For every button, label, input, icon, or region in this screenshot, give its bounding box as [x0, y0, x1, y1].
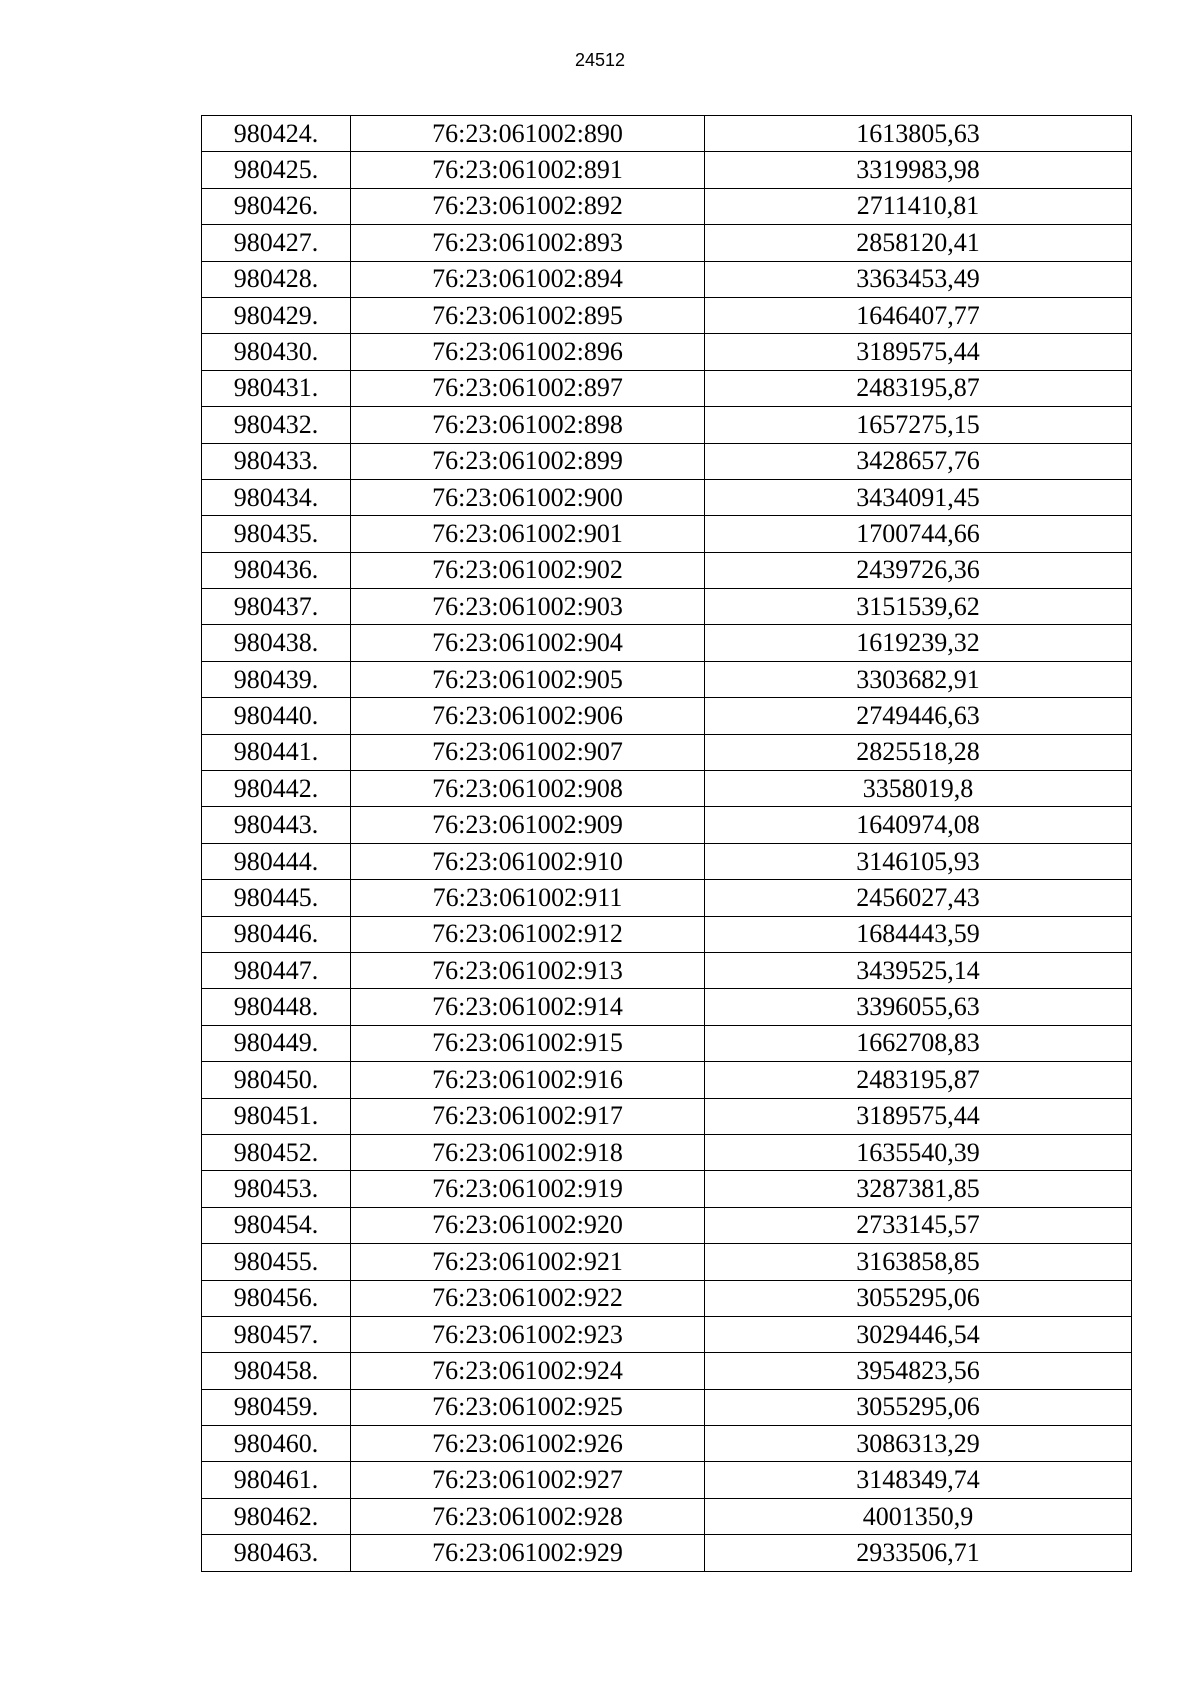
cadastral-number-cell: 76:23:061002:900	[351, 479, 705, 515]
cadastral-number-cell: 76:23:061002:896	[351, 334, 705, 370]
row-number-cell: 980434.	[202, 479, 351, 515]
row-number-cell: 980432.	[202, 407, 351, 443]
row-number-cell: 980450.	[202, 1062, 351, 1098]
table-row	[202, 152, 1132, 188]
value-cell: 4001350,9	[705, 1498, 1132, 1534]
table-row	[202, 188, 1132, 224]
table-row	[202, 261, 1132, 297]
table-row	[202, 1498, 1132, 1534]
row-number-cell: 980460.	[202, 1426, 351, 1462]
value-cell: 3148349,74	[705, 1462, 1132, 1498]
table-row	[202, 552, 1132, 588]
row-number-cell: 980435.	[202, 516, 351, 552]
row-number-cell: 980457.	[202, 1316, 351, 1352]
value-cell: 2439726,36	[705, 552, 1132, 588]
cadastral-number-cell: 76:23:061002:901	[351, 516, 705, 552]
cadastral-number-cell: 76:23:061002:929	[351, 1535, 705, 1571]
table-row	[202, 225, 1132, 261]
row-number-cell: 980439.	[202, 661, 351, 697]
table-row	[202, 443, 1132, 479]
row-number-cell: 980442.	[202, 771, 351, 807]
row-number-cell: 980436.	[202, 552, 351, 588]
cadastral-number-cell: 76:23:061002:922	[351, 1280, 705, 1316]
cadastral-number-cell: 76:23:061002:918	[351, 1134, 705, 1170]
value-cell: 1657275,15	[705, 407, 1132, 443]
table-row	[202, 1426, 1132, 1462]
value-cell: 3086313,29	[705, 1426, 1132, 1462]
row-number-cell: 980445.	[202, 880, 351, 916]
value-cell: 2825518,28	[705, 734, 1132, 770]
value-cell: 1700744,66	[705, 516, 1132, 552]
value-cell: 2711410,81	[705, 188, 1132, 224]
table-row	[202, 1462, 1132, 1498]
cadastral-number-cell: 76:23:061002:899	[351, 443, 705, 479]
value-cell: 1635540,39	[705, 1134, 1132, 1170]
cadastral-number-cell: 76:23:061002:905	[351, 661, 705, 697]
table-row	[202, 843, 1132, 879]
registry-table	[201, 115, 1132, 1572]
value-cell: 3055295,06	[705, 1389, 1132, 1425]
table-row	[202, 880, 1132, 916]
row-number-cell: 980425.	[202, 152, 351, 188]
value-cell: 3439525,14	[705, 952, 1132, 988]
table-row	[202, 698, 1132, 734]
table-row	[202, 1280, 1132, 1316]
table-row	[202, 807, 1132, 843]
cadastral-number-cell: 76:23:061002:913	[351, 952, 705, 988]
row-number-cell: 980438.	[202, 625, 351, 661]
row-number-cell: 980433.	[202, 443, 351, 479]
cadastral-number-cell: 76:23:061002:907	[351, 734, 705, 770]
row-number-cell: 980437.	[202, 589, 351, 625]
cadastral-number-cell: 76:23:061002:912	[351, 916, 705, 952]
row-number-cell: 980456.	[202, 1280, 351, 1316]
cadastral-number-cell: 76:23:061002:902	[351, 552, 705, 588]
cadastral-number-cell: 76:23:061002:926	[351, 1426, 705, 1462]
row-number-cell: 980441.	[202, 734, 351, 770]
table-row	[202, 989, 1132, 1025]
row-number-cell: 980444.	[202, 843, 351, 879]
cadastral-number-cell: 76:23:061002:906	[351, 698, 705, 734]
table-row	[202, 407, 1132, 443]
value-cell: 2733145,57	[705, 1207, 1132, 1243]
table-row	[202, 1062, 1132, 1098]
row-number-cell: 980448.	[202, 989, 351, 1025]
row-number-cell: 980431.	[202, 370, 351, 406]
cadastral-number-cell: 76:23:061002:892	[351, 188, 705, 224]
cadastral-number-cell: 76:23:061002:928	[351, 1498, 705, 1534]
row-number-cell: 980459.	[202, 1389, 351, 1425]
value-cell: 2933506,71	[705, 1535, 1132, 1571]
table-row	[202, 1244, 1132, 1280]
table-row	[202, 1535, 1132, 1571]
table-row	[202, 516, 1132, 552]
cadastral-number-cell: 76:23:061002:908	[351, 771, 705, 807]
value-cell: 1640974,08	[705, 807, 1132, 843]
cadastral-number-cell: 76:23:061002:920	[351, 1207, 705, 1243]
cadastral-number-cell: 76:23:061002:890	[351, 116, 705, 152]
table-row	[202, 734, 1132, 770]
row-number-cell: 980424.	[202, 116, 351, 152]
row-number-cell: 980454.	[202, 1207, 351, 1243]
table-row	[202, 916, 1132, 952]
table-row	[202, 1171, 1132, 1207]
value-cell: 3151539,62	[705, 589, 1132, 625]
value-cell: 3287381,85	[705, 1171, 1132, 1207]
cadastral-number-cell: 76:23:061002:904	[351, 625, 705, 661]
table-row	[202, 1389, 1132, 1425]
row-number-cell: 980461.	[202, 1462, 351, 1498]
table-row	[202, 952, 1132, 988]
cadastral-number-cell: 76:23:061002:914	[351, 989, 705, 1025]
row-number-cell: 980449.	[202, 1025, 351, 1061]
table-row	[202, 116, 1132, 152]
cadastral-number-cell: 76:23:061002:903	[351, 589, 705, 625]
cadastral-number-cell: 76:23:061002:891	[351, 152, 705, 188]
cadastral-number-cell: 76:23:061002:895	[351, 297, 705, 333]
cadastral-number-cell: 76:23:061002:919	[351, 1171, 705, 1207]
table-row	[202, 1025, 1132, 1061]
value-cell: 2749446,63	[705, 698, 1132, 734]
cadastral-number-cell: 76:23:061002:897	[351, 370, 705, 406]
row-number-cell: 980446.	[202, 916, 351, 952]
cadastral-number-cell: 76:23:061002:915	[351, 1025, 705, 1061]
value-cell: 1684443,59	[705, 916, 1132, 952]
row-number-cell: 980430.	[202, 334, 351, 370]
row-number-cell: 980440.	[202, 698, 351, 734]
row-number-cell: 980447.	[202, 952, 351, 988]
value-cell: 2456027,43	[705, 880, 1132, 916]
value-cell: 3363453,49	[705, 261, 1132, 297]
cadastral-number-cell: 76:23:061002:898	[351, 407, 705, 443]
table-row	[202, 1207, 1132, 1243]
row-number-cell: 980453.	[202, 1171, 351, 1207]
cadastral-number-cell: 76:23:061002:923	[351, 1316, 705, 1352]
value-cell: 3428657,76	[705, 443, 1132, 479]
cadastral-number-cell: 76:23:061002:893	[351, 225, 705, 261]
table-row	[202, 771, 1132, 807]
value-cell: 3189575,44	[705, 334, 1132, 370]
cadastral-number-cell: 76:23:061002:910	[351, 843, 705, 879]
cadastral-number-cell: 76:23:061002:916	[351, 1062, 705, 1098]
value-cell: 3163858,85	[705, 1244, 1132, 1280]
value-cell: 1619239,32	[705, 625, 1132, 661]
value-cell: 2483195,87	[705, 370, 1132, 406]
registry-table-body	[202, 116, 1132, 1572]
table-row	[202, 1353, 1132, 1389]
cadastral-number-cell: 76:23:061002:894	[351, 261, 705, 297]
row-number-cell: 980462.	[202, 1498, 351, 1534]
row-number-cell: 980427.	[202, 225, 351, 261]
table-row	[202, 370, 1132, 406]
row-number-cell: 980428.	[202, 261, 351, 297]
value-cell: 2483195,87	[705, 1062, 1132, 1098]
cadastral-number-cell: 76:23:061002:909	[351, 807, 705, 843]
table-row	[202, 297, 1132, 333]
cadastral-number-cell: 76:23:061002:925	[351, 1389, 705, 1425]
value-cell: 1662708,83	[705, 1025, 1132, 1061]
table-row	[202, 1134, 1132, 1170]
table-row	[202, 625, 1132, 661]
table-row	[202, 1316, 1132, 1352]
value-cell: 3396055,63	[705, 989, 1132, 1025]
table-row	[202, 334, 1132, 370]
value-cell: 3319983,98	[705, 152, 1132, 188]
row-number-cell: 980458.	[202, 1353, 351, 1389]
row-number-cell: 980451.	[202, 1098, 351, 1134]
table-row	[202, 661, 1132, 697]
cadastral-number-cell: 76:23:061002:917	[351, 1098, 705, 1134]
value-cell: 1646407,77	[705, 297, 1132, 333]
cadastral-number-cell: 76:23:061002:921	[351, 1244, 705, 1280]
row-number-cell: 980429.	[202, 297, 351, 333]
cadastral-number-cell: 76:23:061002:924	[351, 1353, 705, 1389]
row-number-cell: 980455.	[202, 1244, 351, 1280]
value-cell: 3954823,56	[705, 1353, 1132, 1389]
cadastral-number-cell: 76:23:061002:927	[351, 1462, 705, 1498]
value-cell: 2858120,41	[705, 225, 1132, 261]
row-number-cell: 980443.	[202, 807, 351, 843]
row-number-cell: 980426.	[202, 188, 351, 224]
table-row	[202, 1098, 1132, 1134]
value-cell: 3303682,91	[705, 661, 1132, 697]
cadastral-number-cell: 76:23:061002:911	[351, 880, 705, 916]
value-cell: 3189575,44	[705, 1098, 1132, 1134]
table-row	[202, 589, 1132, 625]
value-cell: 3358019,8	[705, 771, 1132, 807]
value-cell: 3055295,06	[705, 1280, 1132, 1316]
value-cell: 3434091,45	[705, 479, 1132, 515]
value-cell: 3029446,54	[705, 1316, 1132, 1352]
page-number: 24512	[574, 50, 626, 70]
row-number-cell: 980463.	[202, 1535, 351, 1571]
value-cell: 3146105,93	[705, 843, 1132, 879]
row-number-cell: 980452.	[202, 1134, 351, 1170]
table-row	[202, 479, 1132, 515]
value-cell: 1613805,63	[705, 116, 1132, 152]
